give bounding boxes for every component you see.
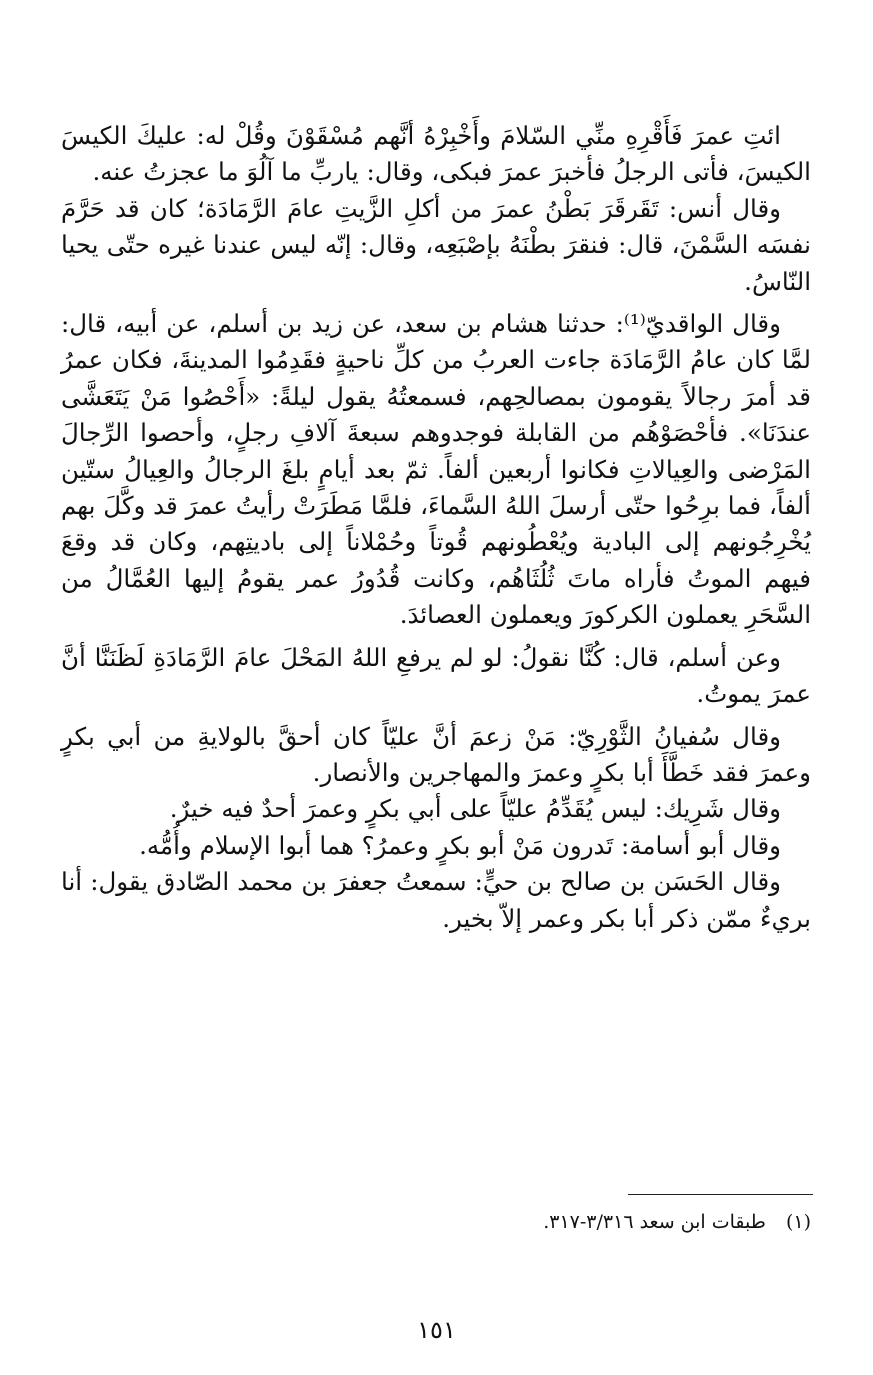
footnote-text: طبقات ابن سعد ٣/٣١٦-٣١٧. <box>543 1211 766 1233</box>
paragraph-continuation: ائتِ عمرَ فَأَقْرِهِ منِّي السّلامَ وأَخْبِرْهُ أنَّهم مُسْقَوْنَ وقُلْ له: عليكَ الكيسَ الكيسَ، فأتى الرجلُ فأخبرَ عمرَ فبكى، وقال: ياربِّ ما آلُوَ ما عجزتُ عنه. <box>61 121 811 187</box>
main-text-block <box>61 118 811 937</box>
paragraph-waqidi: وقال الواقديّ⁽¹⁾: حدثنا هشام بن سعد، عن زيد بن أسلم، عن أبيه، قال: لمَّا كان عامُ الرَّمَادَة جاءت العربُ من كلِّ ناحيةٍ فقَدِمُوا المدينةَ، فكان عمرُ قد أمرَ رجالاً يقومون بمصالحِهم، فسمعتُهُ يقول ليلةً: «أَحْصُوا مَنْ يَتَعَشَّى عندَنَا». فأحْصَوْهُم من القابلة فوجدوهم سبعةَ آلافِ رجلٍ، وأحصوا الرِّجالَ المَرْضى والعِيالاتِ فكانوا أربعين ألفاً. ثمّ بعد أيامٍ بلغَ الرجالُ والعِيالُ ستّين ألفاً، فما برِحُوا حتّى أرسلَ اللهُ السَّماءَ، فلمَّا مَطَرَتْ رأيتُ عمرَ قد وكَّلَ بهم يُخْرِجُونهم إلى البادية ويُعْطُونهم قُوتاً وحُمْلاناً إلى باديتِهم، وكان قد وقعَ فيهم الموتُ فأراه ماتَ ثُلُثَاهُم، وكانت قُدُورُ عمر يقومُ إليها العُمَّالُ من السَّحَرِ يعملون الكركورَ ويعملون العصائدَ. <box>61 309 811 630</box>
footnote-separator <box>628 1194 813 1195</box>
footnote <box>61 1208 811 1236</box>
paragraph-hasan: وقال الحَسَن بن صالح بن حيٍّ: سمعتُ جعفرَ بن محمد الصّادق يقول: أنا بريءٌ ممّن ذكر أبا بكر وعمر إلاّ بخير. <box>61 867 811 933</box>
footnote-number: (١) <box>785 1211 811 1233</box>
paragraph-sufyan: وقال سُفيانُ الثَّوْرِيّ: مَنْ زعمَ أنَّ عليّاً كان أحقَّ بالولايةِ من أبي بكرٍ وعمرَ فقد خَطَّأَ أبا بكرٍ وعمرَ والمهاجرين والأنصار. <box>61 721 811 787</box>
page-number: ١٥١ <box>417 1316 456 1344</box>
paragraph-sharik: وقال شَرِيك: ليس يُقَدِّمُ عليّاً على أبي بكرٍ وعمرَ أحدٌ فيه خيرٌ. <box>169 794 781 824</box>
paragraph-aslam: وعن أسلم، قال: كُنَّا نقولُ: لو لم يرفعِ اللهُ المَحْلَ عامَ الرَّمَادَةِ لَظَنَنَّا أنَّ عمرَ يموتُ. <box>61 642 811 709</box>
paragraph-abu-usama: وقال أبو أسامة: تَدرون مَنْ أبو بكرٍ وعمرُ؟ هما أبوا الإسلام وأُمُّه. <box>139 830 781 860</box>
paragraph-anas: وقال أنس: تَقَرقَرَ بَطْنُ عمرَ من أكلِ الزَّيتِ عامَ الرَّمَادَة؛ كان قد حَرَّمَ نفسَه السَّمْنَ، قال: فنقرَ بطْنَهُ بإصْبَعِه، وقال: إنّه ليس عندنا غيره حتّى يحيا النّاسُ. <box>61 193 811 296</box>
